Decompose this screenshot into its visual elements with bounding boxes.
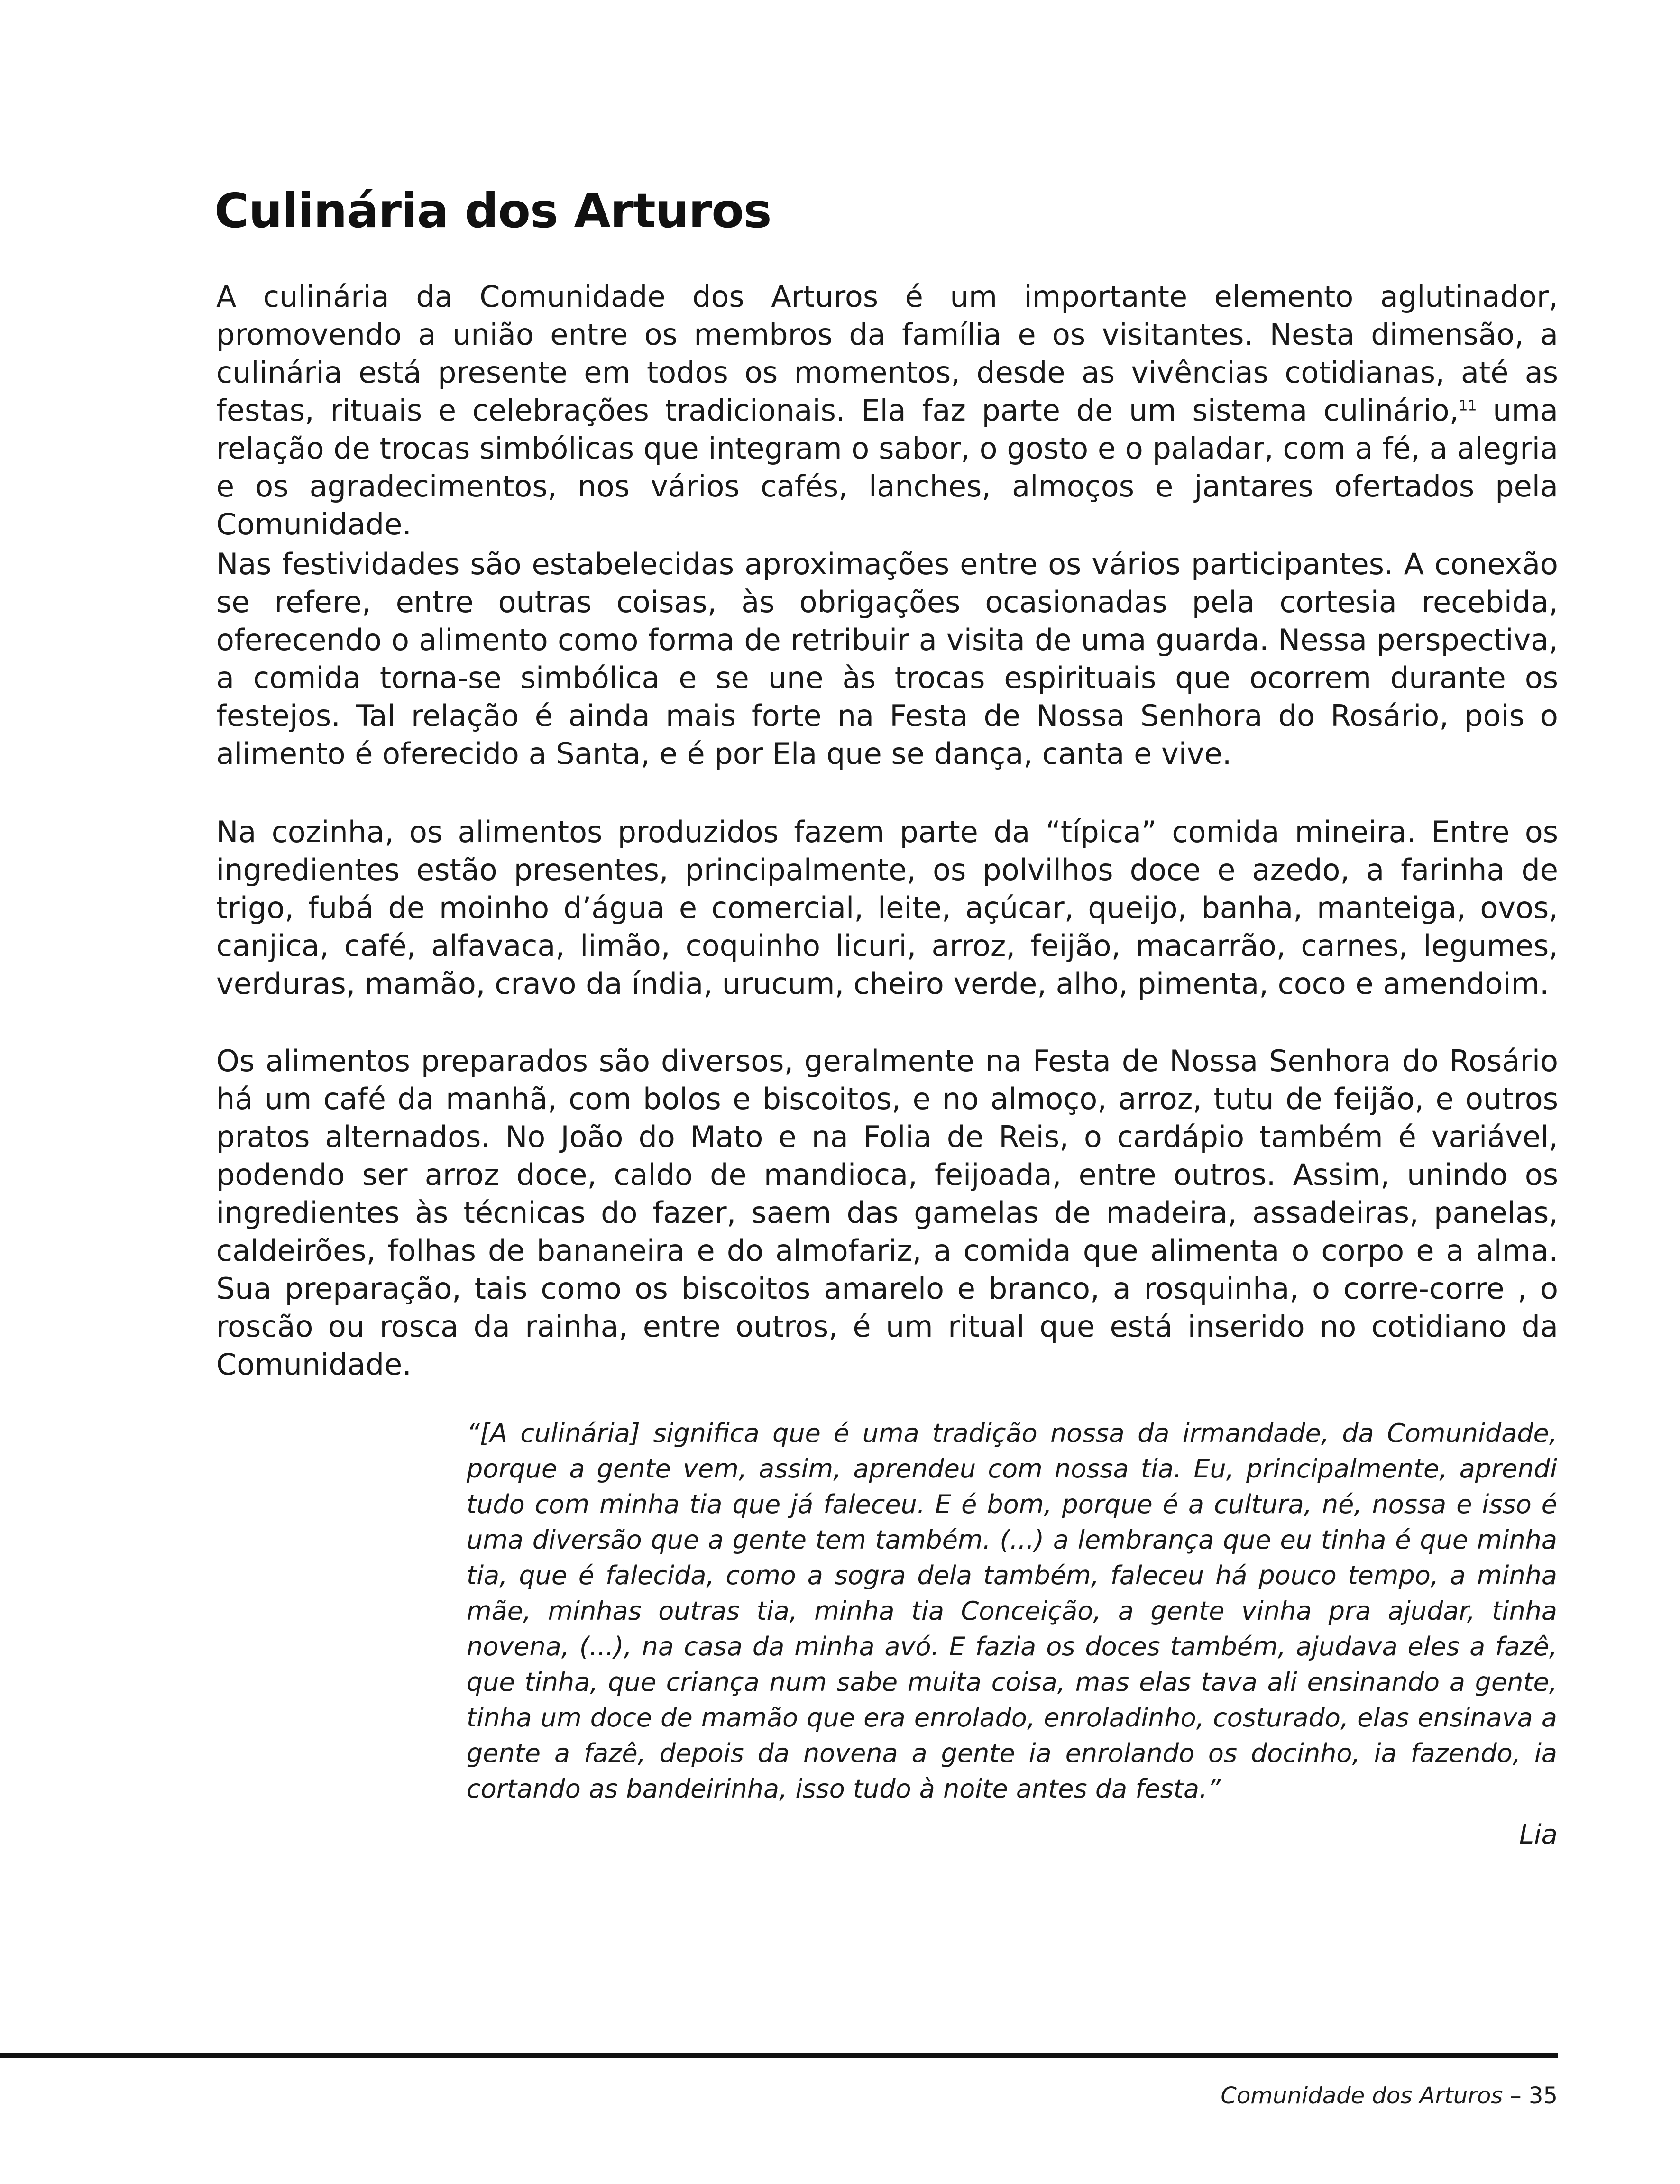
footer-divider [0, 2053, 1558, 2058]
footer-publication-title: Comunidade dos Arturos [1221, 2083, 1503, 2109]
page-footer [1221, 2082, 1558, 2110]
paragraph-1-text-end: uma relação de trocas simbólicas que integram o sabor, o gosto e o paladar, com a fé, a alegria e os agradecimentos, nos vários cafés, lanches, almoços e jantares ofertados pela Comunidade. [216, 393, 1558, 541]
paragraph-2: Nas festividades são estabelecidas aproximações entre os vários participantes. A conexão se refere, entre outras coisas, às obrigações ocasionadas pela cortesia recebida, oferecendo o alimento como forma de retribuir a visita de uma guarda. Nessa perspectiva, a comida torna-se simbólica e se une às trocas espirituais que ocorrem durante os festejos. Tal relação é ainda mais forte na Festa de Nossa Senhora do Rosário, pois o alimento é oferecido a Santa, e é por Ela que se dança, canta e vive. [216, 547, 1558, 771]
quote-attribution: Lia [1519, 1819, 1558, 1850]
testimony-quote: “[A culinária] significa que é uma tradição nossa da irmandade, da Comunidade, porque a gente vem, assim, aprendeu com nossa tia. Eu, principalmente, aprendi tudo com minha tia que já faleceu. E é bom, porque é a cultura, né, nossa e isso é uma diversão que a gente tem também. (...) a lembrança que eu tinha é que minha tia, que é falecida, como a sogra dela também, faleceu há pouco tempo, a minha mãe, minhas outras tia, minha tia Conceição, a gente vinha pra ajudar, tinha novena, (...), na casa da minha avó. E fazia os doces também, ajudava eles a fazê, que tinha, que criança num sabe muita coisa, mas elas tava ali ensinando a gente, tinha um doce de mamão que era enrolado, enroladinho, costurado, elas ensinava a gente a fazê, depois da novena a gente ia enrolando os docinho, ia fazendo, ia cortando as bandeirinha, isso tudo à noite antes da festa.” [467, 1418, 1557, 1804]
page-number: 35 [1528, 2083, 1558, 2109]
paragraph-1-text-start: A culinária da Comunidade dos Arturos é um importante elemento aglutinador, promovendo a união entre os membros da família e os visitantes. Nesta dimensão, a culinária está presente em todos os momentos, desde as vivências cotidianas, até as festas, rituais e celebrações tradicionais. Ela faz parte de um sistema culinário, [216, 279, 1558, 428]
footnote-marker[interactable]: 11 [1459, 397, 1477, 414]
paragraph-1 [216, 278, 1558, 543]
footer-separator: – [1503, 2083, 1529, 2109]
paragraph-4: Os alimentos preparados são diversos, geralmente na Festa de Nossa Senhora do Rosário há um café da manhã, com bolos e biscoitos, e no almoço, arroz, tutu de feijão, e outros pratos alternados. No João do Mato e na Folia de Reis, o cardápio também é variável, podendo ser arroz doce, caldo de mandioca, feijoada, entre outros. Assim, unindo os ingredientes às técnicas do fazer, saem das gamelas de madeira, assadeiras, panelas, caldeirões, folhas de bananeira e do almofariz, a comida que alimenta o corpo e a alma. Sua preparação, tais como os biscoitos amarelo e branco, a rosquinha, o corre-corre , o roscão ou rosca da rainha, entre outros, é um ritual que está inserido no cotidiano da Comunidade. [216, 1044, 1558, 1382]
paragraph-3: Na cozinha, os alimentos produzidos fazem parte da “típica” comida mineira. Entre os ingredientes estão presentes, principalmente, os polvilhos doce e azedo, a farinha de trigo, fubá de moinho d’água e comercial, leite, açúcar, queijo, banha, manteiga, ovos, canjica, café, alfavaca, limão, coquinho licuri, arroz, feijão, macarrão, carnes, legumes, verduras, mamão, cravo da índia, urucum, cheiro verde, alho, pimenta, coco e amendoim. [216, 815, 1558, 1001]
page-title: Culinária dos Arturos [214, 183, 771, 239]
